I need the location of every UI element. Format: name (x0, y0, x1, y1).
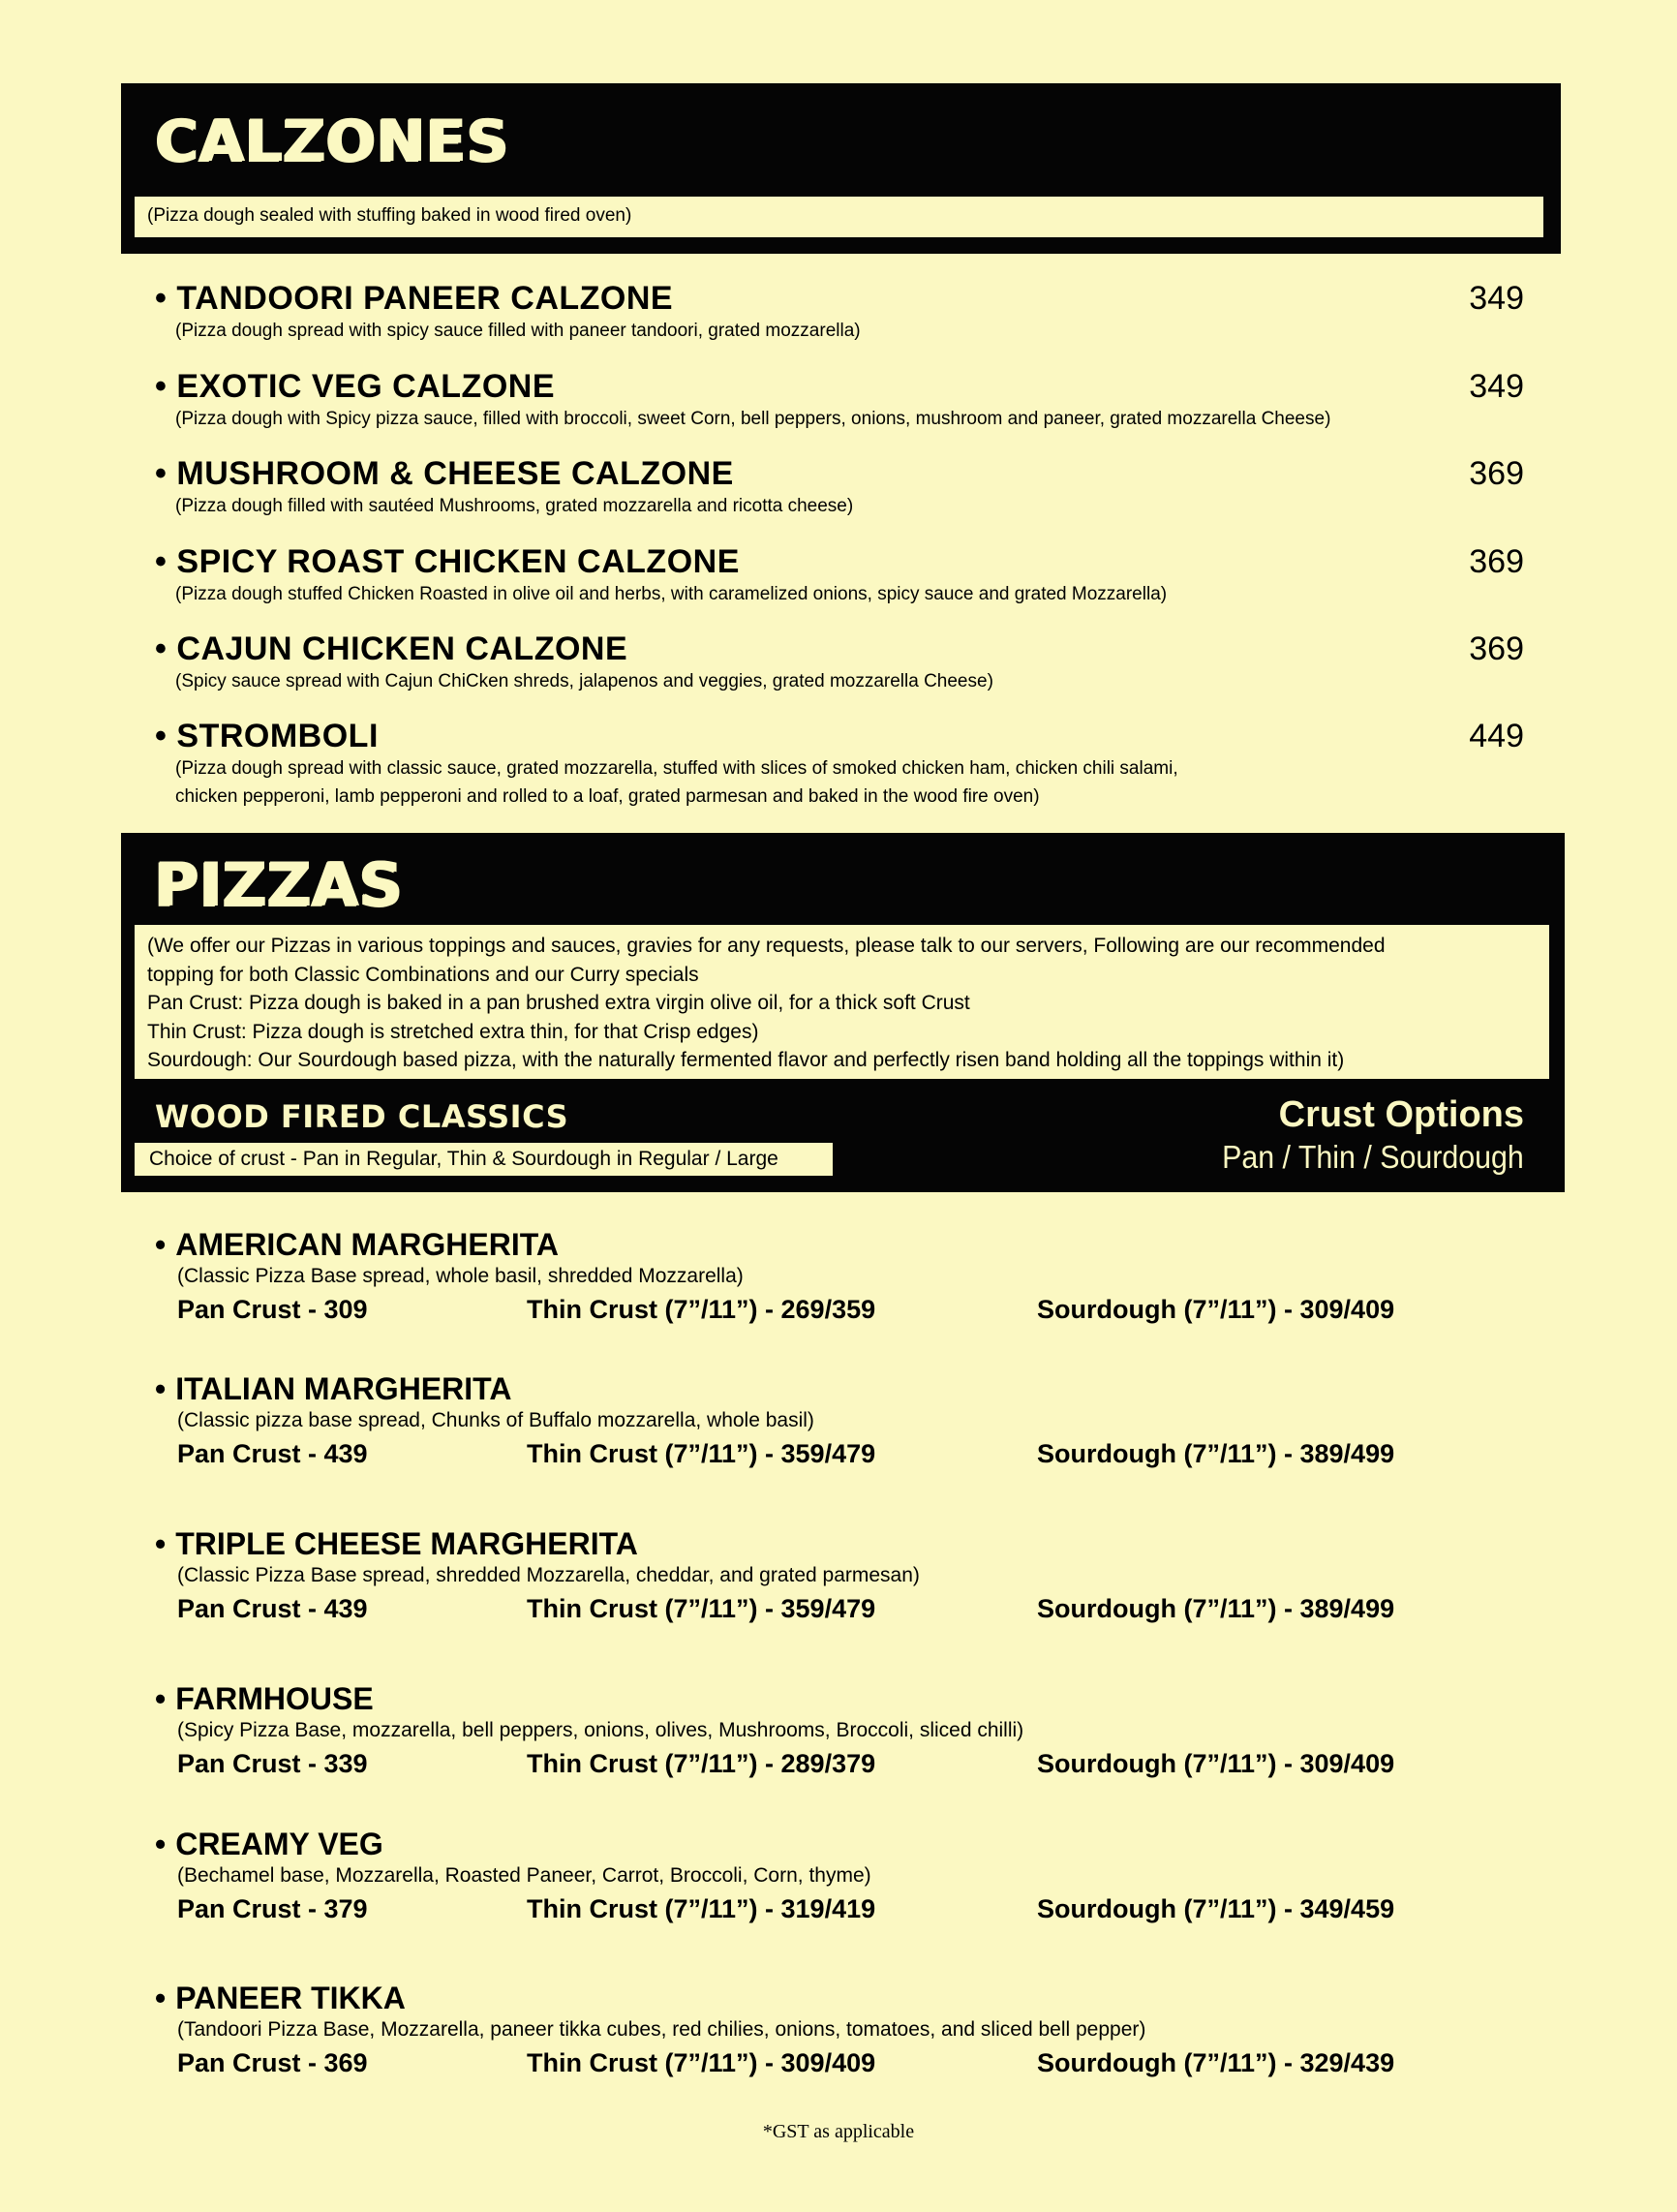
calzone-item-name-text: STROMBOLI (176, 718, 379, 754)
thin-crust-price: Thin Crust (7”/11”) - 309/409 (527, 2048, 876, 2077)
pizza-item-description: (Bechamel base, Mozzarella, Roasted Paneer, Carrot, Broccoli, Corn, thyme) (177, 1864, 871, 1887)
wood-fired-classics-title: WOOD FIRED CLASSICS (155, 1098, 569, 1135)
pizzas-note (135, 925, 1549, 1079)
thin-crust-price: Thin Crust (7”/11”) - 319/419 (527, 1894, 876, 1923)
calzone-item-name (155, 632, 627, 665)
calzones-title: CALZONES (155, 108, 509, 175)
pizzas-note-line: Sourdough: Our Sourdough based pizza, with the naturally fermented flavor and perfectly risen band holding all the toppings within it) (147, 1049, 1345, 1071)
pan-crust-price: Pan Crust - 369 (177, 2048, 368, 2077)
calzone-item-name (155, 457, 734, 490)
calzone-item-name-text: SPICY ROAST CHICKEN CALZONE (176, 543, 740, 580)
thin-crust-price: Thin Crust (7”/11”) - 359/479 (527, 1439, 876, 1468)
calzone-item-price: 449 (1469, 718, 1524, 754)
pan-crust-price: Pan Crust - 379 (177, 1894, 368, 1923)
pizzas-header (121, 833, 1565, 1192)
pizza-item-name-text: TRIPLE CHEESE MARGHERITA (175, 1526, 638, 1561)
crust-choice-note (135, 1143, 833, 1176)
bullet-icon: • (155, 1371, 167, 1406)
crust-options-list: Pan / Thin / Sourdough (1222, 1139, 1524, 1175)
gst-footnote: *GST as applicable (762, 2121, 915, 2142)
pizza-item-description: (Tandoori Pizza Base, Mozzarella, paneer tikka cubes, red chilies, onions, tomatoes, and sliced bell pepper) (177, 2018, 1146, 2041)
calzone-item-name (155, 720, 379, 753)
pizza-item-name-text: FARMHOUSE (175, 1681, 374, 1716)
calzone-item-description: (Pizza dough with Spicy pizza sauce, filled with broccoli, sweet Corn, bell peppers, onions, mushroom and paneer, grated mozzarella Cheese) (175, 409, 1331, 429)
calzone-item-name (155, 282, 673, 315)
pizza-item-description: (Classic Pizza Base spread, shredded Mozzarella, cheddar, and grated parmesan) (177, 1564, 920, 1586)
pan-crust-price: Pan Crust - 309 (177, 1295, 368, 1324)
bullet-icon: • (155, 368, 168, 405)
pizza-item-name (155, 1683, 374, 1714)
bullet-icon: • (155, 1981, 167, 2015)
calzone-item-name (155, 370, 555, 403)
calzone-item-name (155, 545, 740, 578)
pizza-item-name (155, 1982, 406, 2013)
bullet-icon: • (155, 1681, 167, 1716)
calzone-item-price: 349 (1469, 280, 1524, 317)
pizzas-note-line: (We offer our Pizzas in various toppings and sauces, gravies for any requests, please talk to our servers, Following are our recommended (147, 935, 1386, 957)
calzone-item-price: 369 (1469, 455, 1524, 492)
calzone-item-description: (Pizza dough filled with sautéed Mushrooms, grated mozzarella and ricotta cheese) (175, 496, 854, 516)
bullet-icon: • (155, 718, 168, 754)
thin-crust-price: Thin Crust (7”/11”) - 289/379 (527, 1749, 876, 1778)
sourdough-price: Sourdough (7”/11”) - 389/499 (1037, 1439, 1395, 1468)
calzone-item-description: (Pizza dough stuffed Chicken Roasted in olive oil and herbs, with caramelized onions, spicy sauce and grated Mozzarella) (175, 584, 1168, 604)
calzone-item-price: 369 (1469, 630, 1524, 667)
bullet-icon: • (155, 543, 168, 580)
thin-crust-price: Thin Crust (7”/11”) - 269/359 (527, 1295, 876, 1324)
pizza-item-name-text: ITALIAN MARGHERITA (175, 1371, 512, 1406)
pan-crust-price: Pan Crust - 439 (177, 1594, 368, 1623)
crust-choice-text: Choice of crust - Pan in Regular, Thin & Sourdough in Regular / Large (149, 1148, 778, 1170)
pizza-item-name-text: CREAMY VEG (175, 1827, 383, 1861)
pizza-item-name (155, 1229, 559, 1260)
pizza-item-description: (Classic Pizza Base spread, whole basil, shredded Mozzarella) (177, 1265, 744, 1287)
calzone-item-name-text: TANDOORI PANEER CALZONE (176, 280, 674, 317)
calzone-item-description: (Pizza dough spread with classic sauce, grated mozzarella, stuffed with slices of smoked chicken ham, chicken chili salami, (175, 758, 1178, 779)
bullet-icon: • (155, 1227, 167, 1262)
calzone-item-description: chicken pepperoni, lamb pepperoni and rolled to a loaf, grated parmesan and baked in the wood fire oven) (175, 786, 1040, 807)
sourdough-price: Sourdough (7”/11”) - 349/459 (1037, 1894, 1395, 1923)
pizzas-note-line: topping for both Classic Combinations and our Curry specials (147, 963, 699, 986)
pizza-item-name (155, 1373, 511, 1404)
bullet-icon: • (155, 455, 168, 492)
bullet-icon: • (155, 1526, 167, 1561)
bullet-icon: • (155, 280, 168, 317)
pizza-item-name (155, 1828, 383, 1859)
pizza-item-name-text: PANEER TIKKA (175, 1981, 406, 2015)
bullet-icon: • (155, 630, 168, 667)
thin-crust-price: Thin Crust (7”/11”) - 359/479 (527, 1594, 876, 1623)
bullet-icon: • (155, 1827, 167, 1861)
pizzas-note-line: Thin Crust: Pizza dough is stretched extra thin, for that Crisp edges) (147, 1020, 759, 1043)
calzone-item-description: (Pizza dough spread with spicy sauce filled with paneer tandoori, grated mozzarella) (175, 321, 861, 341)
pizza-item-description: (Spicy Pizza Base, mozzarella, bell peppers, onions, olives, Mushrooms, Broccoli, sliced chilli) (177, 1719, 1024, 1741)
calzones-header (121, 83, 1561, 254)
sourdough-price: Sourdough (7”/11”) - 329/439 (1037, 2048, 1395, 2077)
pizzas-title: PIZZAS (154, 849, 404, 920)
sourdough-price: Sourdough (7”/11”) - 309/409 (1037, 1295, 1395, 1324)
calzone-item-name-text: CAJUN CHICKEN CALZONE (176, 630, 628, 667)
calzone-item-price: 349 (1469, 368, 1524, 405)
sourdough-price: Sourdough (7”/11”) - 389/499 (1037, 1594, 1395, 1623)
calzones-note (135, 197, 1543, 237)
calzone-item-description: (Spicy sauce spread with Cajun ChiCken shreds, jalapenos and veggies, grated mozzarella Cheese) (175, 671, 993, 691)
crust-options-title: Crust Options (1278, 1094, 1524, 1135)
calzones-note-text: (Pizza dough sealed with stuffing baked in wood fired oven) (147, 205, 632, 226)
pizza-item-name (155, 1528, 638, 1559)
pizzas-note-line: Pan Crust: Pizza dough is baked in a pan brushed extra virgin olive oil, for a thick soft Crust (147, 992, 970, 1014)
pan-crust-price: Pan Crust - 339 (177, 1749, 368, 1778)
calzone-item-price: 369 (1469, 543, 1524, 580)
calzone-item-name-text: MUSHROOM & CHEESE CALZONE (176, 455, 734, 492)
pan-crust-price: Pan Crust - 439 (177, 1439, 368, 1468)
pizza-item-description: (Classic pizza base spread, Chunks of Buffalo mozzarella, whole basil) (177, 1409, 814, 1431)
calzone-item-name-text: EXOTIC VEG CALZONE (176, 368, 555, 405)
pizza-item-name-text: AMERICAN MARGHERITA (175, 1227, 560, 1262)
sourdough-price: Sourdough (7”/11”) - 309/409 (1037, 1749, 1395, 1778)
